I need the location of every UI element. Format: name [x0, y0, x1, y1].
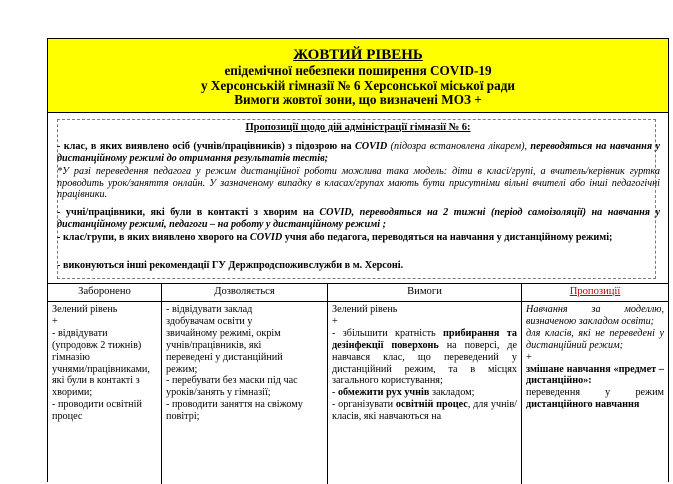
requirement-emphasis: освітній процес — [395, 399, 468, 411]
list-item: повітрі; — [166, 411, 200, 423]
proposal-item-3 — [57, 207, 660, 230]
proposal-item-3-text: - учні/працівники, які були в контакті з хворим на — [57, 207, 320, 218]
banner-line-1: епідемічної небезпеки поширення COVID-19 — [224, 63, 492, 78]
proposal-item-1-action: переводяться на навчання у дистанційному режимі до отримання результатів тестів; — [57, 141, 661, 164]
proposal-item-4-action: учня або педагога, переводяться на навчання у дистанційному режимі; — [282, 232, 613, 243]
requirement-text: - — [332, 387, 338, 399]
list-item: для класів, які не переведені у дистанційний режим; — [526, 327, 664, 351]
proposal-item-4-text: - клас/групи, в яких виявлено хворого на — [57, 232, 250, 243]
column-proposals — [522, 284, 668, 484]
list-item: Зелений рівень — [332, 304, 398, 315]
requirement-text: - збільшити кратність — [332, 327, 444, 339]
list-item: + — [332, 315, 338, 327]
list-item: учнів/працівників, які — [166, 339, 262, 351]
list-item: змішане навчання «предмет – дистанційно»: — [526, 363, 664, 387]
proposals-title: Пропозиції щодо дій адміністрації гімназії № 6: — [245, 122, 471, 133]
yellow-banner — [48, 39, 668, 113]
list-item: хворими; — [52, 387, 93, 399]
list-item: здобувачам освіти у — [166, 315, 253, 327]
list-item: - проводити заняття на свіжому — [166, 399, 303, 411]
requirements-table — [48, 283, 668, 484]
proposal-emphasis: дистанційного навчання — [526, 399, 640, 411]
list-item: - проводити освітній — [52, 399, 142, 411]
requirement-emphasis: обмежити рух учнів — [337, 387, 430, 399]
list-item: - перебувати без маски під час — [166, 375, 298, 387]
proposal-item-2: *У разі переведення педагога у режим дистанційної роботи можлива така модель: діти в класі/групі, а вчитель/керівник гуртка проводить урок/заняття онлайн. У зазначеному випадку в класах/групах мають бути присутніми вільні вчителі або інші педагогічні працівники. — [57, 166, 660, 201]
requirement-text: закладом; — [429, 387, 475, 399]
banner-line-2: у Херсонській гімназії № 6 Херсонської міської ради — [200, 77, 516, 93]
proposal-item-4 — [57, 232, 660, 244]
requirement-text: на поверсі, де навчався клас, що переведений у дистанційний режим, та в місцях загального користування; — [332, 339, 517, 387]
proposal-item-1 — [57, 141, 660, 164]
column-requirements-header: Вимоги — [328, 284, 521, 302]
column-proposals-body — [522, 302, 668, 413]
requirement-text: , для учнів/класів, які навчаються на — [332, 399, 517, 423]
column-forbidden-header: Заборонено — [48, 284, 161, 302]
list-item: Навчання за моделлю, визначеною закладом освіти; — [526, 304, 664, 327]
list-item: гімназію — [52, 351, 90, 363]
requirement-text: - організувати — [332, 399, 396, 411]
column-proposals-header: Пропозиції — [522, 284, 668, 302]
proposal-item-1-text: - клас, в яких виявлено осіб (учнів/працівників) з підозрою на — [57, 141, 355, 152]
proposal-text: переведення у режим — [526, 387, 664, 399]
proposal-item-1-covid: COVID — [354, 141, 388, 152]
list-item — [526, 387, 664, 411]
column-allowed — [162, 284, 328, 484]
list-item — [332, 328, 517, 388]
document-page — [47, 38, 669, 482]
list-item: (упродовж 2 тижнів) — [52, 339, 142, 351]
list-item: режим; — [166, 363, 198, 375]
column-forbidden-body — [48, 302, 161, 425]
list-item: + — [526, 351, 532, 363]
column-forbidden — [48, 284, 162, 484]
list-item: процес — [52, 411, 83, 423]
list-item: + — [52, 315, 58, 327]
column-allowed-header: Дозволяється — [162, 284, 327, 302]
column-requirements — [328, 284, 522, 484]
proposal-item-3-action: , переводяться на 2 тижні (період самоізоляції) на навчання у дистанційному режимі, педагоги – на роботу у дистанційному режимі ; — [57, 207, 660, 230]
list-item: переведені у дистанційний — [166, 351, 283, 363]
list-item: звичайному режимі, окрім — [166, 327, 281, 339]
proposal-item-4-covid: COVID — [249, 232, 283, 243]
proposal-item-5 — [57, 260, 660, 272]
list-item: Зелений рівень — [52, 304, 118, 315]
list-item: які були в контакті з — [52, 375, 140, 387]
proposal-item-1-note: (підозра встановлена лікарем), — [387, 141, 531, 152]
list-item — [332, 387, 517, 399]
list-item: - відвідувати — [52, 327, 108, 339]
proposal-item-3-covid: COVID — [319, 207, 352, 218]
banner-title: ЖОВТИЙ РІВЕНЬ — [293, 47, 423, 63]
proposals-section — [48, 113, 668, 283]
list-item: учнями/працівниками, — [52, 363, 150, 375]
proposal-item-5-text: - виконуються інші рекомендації ГУ Держпродспоживслужби в м. Херсоні. — [57, 260, 404, 271]
list-item: - відвідувати заклад — [166, 304, 253, 315]
list-item — [332, 399, 517, 423]
column-allowed-body — [162, 302, 327, 425]
column-requirements-body — [328, 302, 521, 425]
list-item: уроків/занять у гімназії; — [166, 387, 271, 399]
requirement-emphasis: прибирання та дезінфекції поверхонь — [332, 327, 517, 351]
banner-line-3: Вимоги жовтої зони, що визначені МОЗ + — [234, 92, 482, 107]
